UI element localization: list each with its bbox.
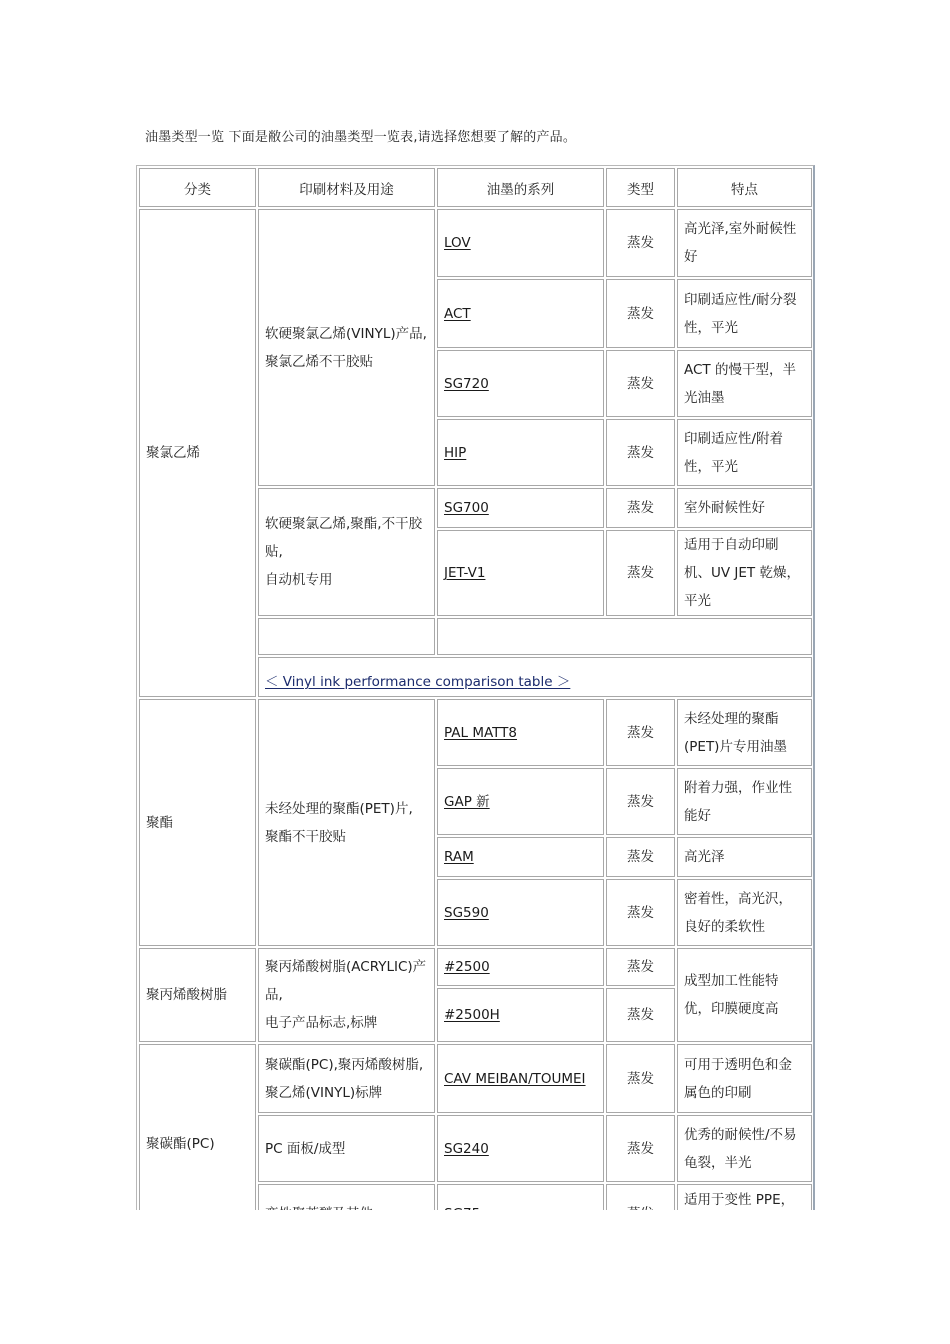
series-link-sg700[interactable]: SG700: [444, 500, 489, 516]
comparison-table-link[interactable]: ＜ Vinyl ink performance comparison table ＞: [265, 674, 571, 690]
category-cell: 聚碳酯(PC): [139, 1044, 256, 1244]
empty-cell: [258, 618, 435, 655]
header-row: [139, 168, 812, 207]
feature-cell: 附着力强，作业性能好: [677, 768, 812, 835]
feature-cell: 适用于变性 PPE，: [677, 1184, 812, 1244]
series-link-hip[interactable]: HIP: [444, 444, 467, 461]
series-link-cav-meiban-toumei[interactable]: CAV MEIBAN/TOUMEI: [444, 1070, 586, 1087]
comparison-cell: [258, 657, 812, 697]
table-row: [139, 948, 812, 986]
material-cell: [258, 209, 435, 486]
series-cell: [437, 1115, 604, 1182]
category-cell: 聚酯: [139, 699, 256, 946]
type-cell: 蒸发: [606, 419, 675, 486]
table-row: [139, 1044, 812, 1113]
series-cell: [437, 837, 604, 877]
feature-cell: 印刷适应性/耐分裂性，平光: [677, 279, 812, 348]
material-cell: PC 面板/成型: [258, 1115, 435, 1182]
header-type: 类型: [606, 168, 675, 207]
header-material: 印刷材料及用途: [258, 168, 435, 207]
material-line: 自动机专用: [265, 572, 333, 588]
table-row: [139, 209, 812, 277]
material-line: 聚酯不干胶贴: [265, 828, 346, 845]
material-line: 电子产品标志,标牌: [265, 1015, 378, 1031]
table-row: [139, 699, 812, 766]
series-cell: [437, 1044, 604, 1113]
header-series: 油墨的系列: [437, 168, 604, 207]
type-cell: 蒸发: [606, 350, 675, 417]
series-link-2500h[interactable]: #2500H: [444, 1007, 500, 1023]
series-link-gap[interactable]: GAP 新: [444, 793, 490, 810]
series-link-jet-v1[interactable]: JET-V1: [444, 565, 486, 581]
type-cell: 蒸发: [606, 530, 675, 616]
header-category: 分类: [139, 168, 256, 207]
series-link-lov[interactable]: LOV: [444, 235, 471, 251]
feature-cell: ACT 的慢干型，半光油墨: [677, 350, 812, 417]
feature-cell: 密着性，高光沢，良好的柔软性: [677, 879, 812, 946]
feature-cell: 未经处理的聚酯(PET)片专用油墨: [677, 699, 812, 766]
material-cell: [258, 488, 435, 616]
feature-cell: 适用于自动印刷机、UV JET 乾燥，平光: [677, 530, 812, 616]
series-link-pal-matt8[interactable]: PAL MATT8: [444, 724, 518, 741]
material-cell: 聚碳酯(PC),聚丙烯酸树脂,聚乙烯(VINYL)标牌: [258, 1044, 435, 1113]
material-line: 聚丙烯酸树脂(ACRYLIC)产品,: [265, 959, 427, 1003]
empty-cell: [437, 618, 812, 655]
type-cell: 蒸发: [606, 279, 675, 348]
type-cell: 蒸发: [606, 488, 675, 528]
feature-cell: 高光泽,室外耐候性好: [677, 209, 812, 277]
feature-cell: 高光泽: [677, 837, 812, 877]
category-cell: 聚丙烯酸树脂: [139, 948, 256, 1042]
material-line: 未经处理的聚酯(PET)片,: [265, 800, 413, 817]
series-cell: [437, 279, 604, 348]
series-cell: [437, 209, 604, 277]
intro-text: 油墨类型一览 下面是敝公司的油墨类型一览表,请选择您想要了解的产品。: [145, 130, 577, 145]
type-cell: 蒸发: [606, 1115, 675, 1182]
type-cell: 蒸发: [606, 699, 675, 766]
feature-cell: 可用于透明色和金属色的印刷: [677, 1044, 812, 1113]
material-line: 聚氯乙烯不干胶贴: [265, 353, 373, 370]
category-cell: 聚氯乙烯: [139, 209, 256, 697]
type-cell: 蒸发: [606, 1044, 675, 1113]
page-bottom-margin: [136, 1210, 815, 1344]
feature-cell: 成型加工性能特优，印膜硬度高: [677, 948, 812, 1042]
series-cell: [437, 488, 604, 528]
series-link-sg240[interactable]: SG240: [444, 1140, 489, 1157]
type-cell: 蒸发: [606, 879, 675, 946]
series-cell: [437, 988, 604, 1042]
series-cell: [437, 350, 604, 417]
series-cell: [437, 530, 604, 616]
material-line: 软硬聚氯乙烯(VINYL)产品,: [265, 325, 427, 342]
series-cell: [437, 699, 604, 766]
series-link-sg590[interactable]: SG590: [444, 904, 489, 921]
material-cell: [258, 948, 435, 1042]
type-cell: 蒸发: [606, 988, 675, 1042]
series-link-sg720[interactable]: SG720: [444, 375, 489, 392]
type-cell: 蒸发: [606, 768, 675, 835]
series-cell: [437, 768, 604, 835]
material-line: 软硬聚氯乙烯,聚酯,不干胶贴,: [265, 516, 423, 560]
feature-cell: 印刷适应性/附着性，平光: [677, 419, 812, 486]
series-cell: [437, 419, 604, 486]
header-feature: 特点: [677, 168, 812, 207]
series-cell: [437, 879, 604, 946]
type-cell: 蒸发: [606, 948, 675, 986]
type-cell: 蒸发: [606, 209, 675, 277]
feature-cell: 优秀的耐候性/不易龟裂，半光: [677, 1115, 812, 1182]
type-cell: 蒸发: [606, 837, 675, 877]
series-link-2500[interactable]: #2500: [444, 959, 490, 975]
material-cell: [258, 699, 435, 946]
ink-type-table: [137, 166, 814, 1246]
feature-cell: 室外耐候性好: [677, 488, 812, 528]
series-link-act[interactable]: ACT: [444, 305, 471, 322]
series-cell: [437, 948, 604, 986]
series-link-ram[interactable]: RAM: [444, 849, 474, 865]
